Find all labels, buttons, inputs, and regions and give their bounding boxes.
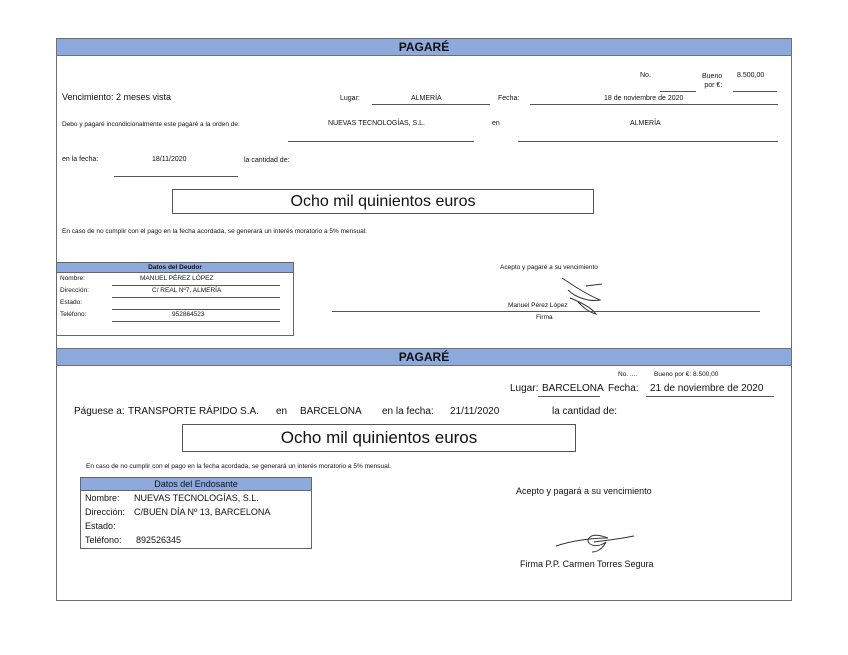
pagare-2-lugar-label: Lugar: bbox=[510, 383, 539, 394]
pagare-1-orden-line bbox=[288, 141, 474, 142]
deudor-nombre-line bbox=[112, 285, 280, 286]
pagare-2-bueno-text: Bueno por €: 8.500,00 bbox=[654, 371, 719, 378]
pagare-2-en-fecha-value: 21/11/2020 bbox=[450, 406, 500, 417]
pagare-2-en-label: en bbox=[276, 406, 288, 417]
endosante-panel-title: Datos del Endosante bbox=[81, 478, 311, 491]
deudor-direccion-line bbox=[112, 297, 280, 298]
pagare-2-en-fecha-label: en la fecha: bbox=[382, 406, 434, 417]
pagare-2-lugar-value: BARCELONA bbox=[542, 383, 604, 394]
pagare-2-fecha-label: Fecha: bbox=[608, 383, 639, 394]
pagare-2-en-value: BARCELONA bbox=[300, 406, 362, 417]
pagare-2-no-label: No. .... bbox=[618, 371, 638, 378]
deudor-telefono-line bbox=[112, 321, 280, 322]
endosante-telefono-value: 892526345 bbox=[136, 535, 182, 545]
deudor-nombre-value: MANUEL PÉREZ LÓPEZ bbox=[140, 275, 214, 282]
pagare-2-fecha-line bbox=[646, 396, 774, 397]
pagare-2-paguese-value: TRANSPORTE RÁPIDO S.A. bbox=[128, 406, 259, 417]
endosante-nombre-value: NUEVAS TECNOLOGÍAS, S.L. bbox=[134, 493, 259, 503]
deudor-telefono-value: 952864523 bbox=[172, 311, 205, 318]
pagare-1-amount-words: Ocho mil quinientos euros bbox=[290, 193, 476, 210]
deudor-nombre-label: Nombre: bbox=[60, 275, 85, 282]
pagare-2-title-bar bbox=[56, 348, 792, 366]
endosante-nombre-label: Nombre: bbox=[85, 493, 120, 503]
pagare-1-lugar-line bbox=[372, 104, 490, 105]
pagare-1-en-fecha-value: 18/11/2020 bbox=[152, 156, 187, 163]
pagare-1-orden-value: NUEVAS TECNOLOGÍAS, S.L. bbox=[328, 120, 425, 127]
pagare-1-firma-line bbox=[332, 311, 760, 312]
pagare-1-no-label: No. bbox=[640, 72, 651, 79]
pagare-2-fecha-value: 21 de noviembre de 2020 bbox=[650, 383, 764, 394]
deudor-estado-line bbox=[112, 309, 280, 310]
endosante-estado-label: Estado: bbox=[85, 521, 116, 531]
deudor-panel-title: Datos del Deudor bbox=[57, 263, 293, 273]
pagare-2-amount-words: Ocho mil quinientos euros bbox=[280, 428, 478, 447]
pagare-1-fecha-label: Fecha: bbox=[498, 95, 520, 102]
pagare-1-amount-box bbox=[172, 189, 594, 214]
deudor-estado-label: Estado: bbox=[60, 299, 83, 306]
pagare-2-title: PAGARÉ bbox=[398, 350, 450, 364]
pagare-1-title-bar bbox=[56, 38, 792, 56]
pagare-1-lugar-value: ALMERÍA bbox=[411, 95, 442, 102]
pagare-1-no-line bbox=[660, 91, 696, 92]
deudor-telefono-label: Teléfono: bbox=[60, 311, 87, 318]
pagare-1-lugar-label: Lugar: bbox=[340, 95, 360, 102]
deudor-direccion-value: C/ REAL Nº7, ALMERÍA bbox=[152, 287, 222, 294]
deudor-direccion-label: Dirección: bbox=[60, 287, 89, 294]
pagare-2-lugar-line bbox=[538, 396, 600, 397]
pagare-1-firmante: Manuel Pérez López bbox=[508, 302, 568, 309]
pagare-1-en-fecha-line bbox=[114, 176, 238, 177]
pagare-2-cantidad-label: la cantidad de: bbox=[552, 406, 618, 417]
pagare-2-interes-text: En caso de no cumplir con el pago en la fecha acordada, se generará un interés moratorio a 5% mensual. bbox=[86, 463, 391, 470]
pagare-2-signature-icon bbox=[554, 528, 638, 554]
pagare-1-bueno-value: 8.500,00 bbox=[737, 72, 765, 79]
pagare-1-fecha-line bbox=[530, 104, 778, 105]
deudor-panel bbox=[56, 262, 294, 336]
pagare-1-vencimiento: Vencimiento: 2 meses vista bbox=[62, 92, 172, 102]
endosante-direccion-value: C/BUEN DÍA Nº 13, BARCELONA bbox=[134, 507, 271, 517]
pagare-1-firma-label: Firma bbox=[536, 314, 553, 321]
pagare-1-fecha-value: 18 de noviembre de 2020 bbox=[604, 95, 684, 102]
pagare-1-title: PAGARÉ bbox=[398, 40, 450, 54]
pagare-2-firma-text: Firma P.P. Carmen Torres Segura bbox=[520, 559, 654, 569]
pagare-1-acepto: Acepto y pagaré a su vencimiento bbox=[500, 264, 598, 271]
endosante-telefono-label: Teléfono: bbox=[85, 535, 122, 545]
pagare-1-interes-text: En caso de no cumplir con el pago en la fecha acordada, se generará un interés moratorio a 5% mensual. bbox=[62, 228, 367, 235]
endosante-direccion-label: Dirección: bbox=[85, 507, 126, 517]
pagare-2-amount-box bbox=[182, 424, 576, 452]
pagare-2-paguese-label: Páguese a: bbox=[74, 406, 125, 417]
pagare-1-bueno-label: Bueno por €: bbox=[702, 73, 723, 89]
pagare-2-acepto: Acepto y pagará a su vencimiento bbox=[516, 486, 652, 496]
pagare-1-bueno-line bbox=[733, 91, 777, 92]
pagare-1-en-label: en bbox=[492, 120, 500, 127]
pagare-1-en-value: ALMERÍA bbox=[630, 120, 661, 127]
pagare-1-cantidad-label: la cantidad de: bbox=[244, 157, 290, 164]
pagare-1-debo-text: Debo y pagaré incondicionalmente este pagaré a la orden de: bbox=[62, 121, 240, 128]
pagare-1-en-fecha-label: en la fecha: bbox=[62, 156, 99, 163]
pagare-1-en-line bbox=[518, 141, 778, 142]
